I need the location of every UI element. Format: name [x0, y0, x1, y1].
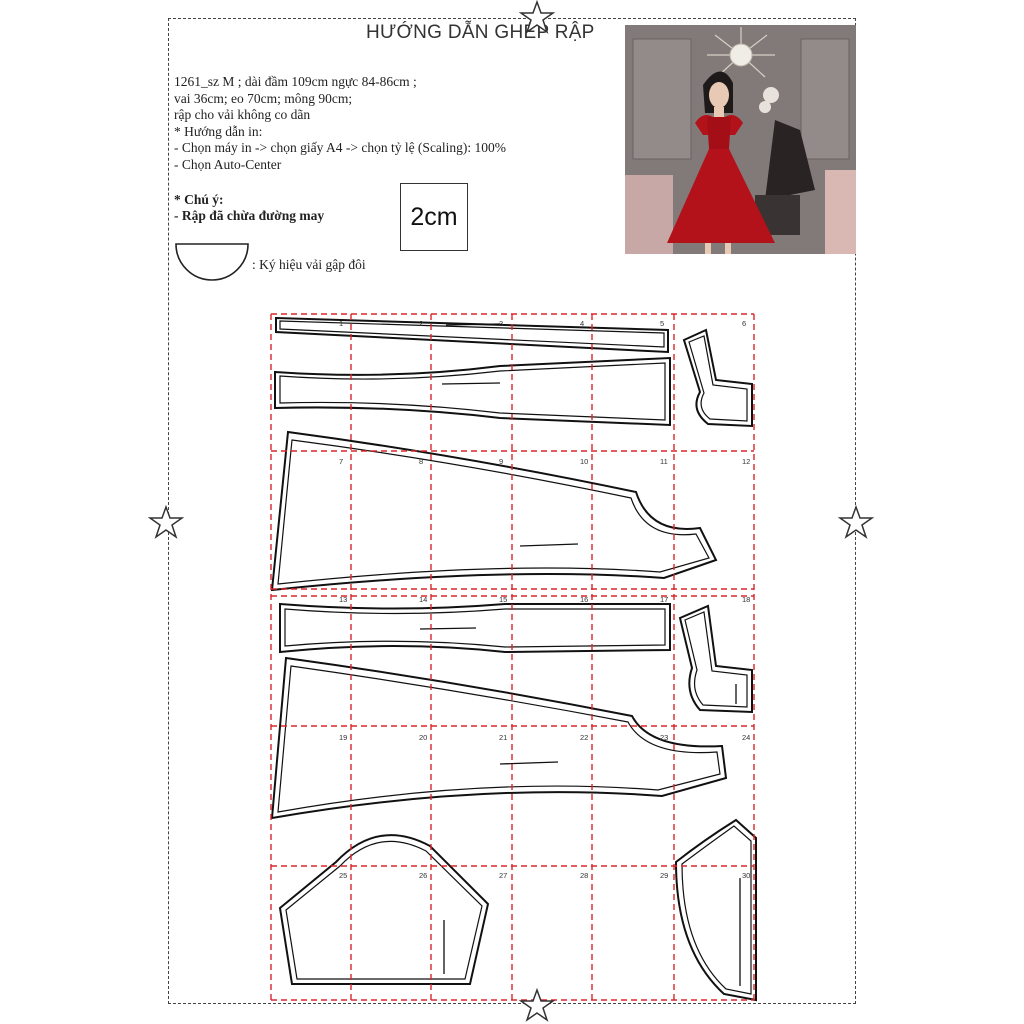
- fold-symbol-label: : Ký hiệu vải gập đôi: [252, 257, 366, 272]
- page-number: 18: [742, 595, 751, 604]
- page-number: 29: [660, 871, 669, 880]
- info-line: rập cho vải không co dãn: [174, 107, 311, 122]
- page-number: 2: [419, 319, 424, 328]
- page-number: 20: [419, 733, 428, 742]
- page-number: 28: [580, 871, 589, 880]
- info-line: - Chọn máy in -> chọn giấy A4 -> chọn tỷ lệ (Scaling): 100%: [174, 140, 507, 155]
- page-number: 3: [499, 319, 504, 328]
- page-number: 23: [660, 733, 669, 742]
- print-grid: [271, 314, 754, 1000]
- page-number: 17: [660, 595, 669, 604]
- page-number: 5: [660, 319, 665, 328]
- page-number: 30: [742, 871, 751, 880]
- info-line: - Chọn Auto-Center: [174, 156, 282, 172]
- page-number: 1: [339, 319, 344, 328]
- page-number: 10: [580, 457, 589, 466]
- page-number: 15: [499, 595, 508, 604]
- registration-star-icon: [519, 988, 555, 1022]
- scale-label: 2cm: [410, 202, 458, 231]
- page-title: HƯỚNG DẪN GHÉP RẬP: [366, 22, 595, 43]
- page-number: 4: [580, 319, 585, 328]
- info-line: 1261_sz M ; dài đầm 109cm ngực 84-86cm ;: [174, 74, 417, 89]
- page-numbers: [339, 319, 750, 880]
- registration-star-icon: [148, 505, 184, 539]
- page-number: 11: [660, 457, 668, 466]
- page-number: 8: [419, 457, 424, 466]
- pattern-pieces: [272, 318, 756, 1000]
- page-number: 13: [339, 595, 348, 604]
- page-number: 25: [339, 871, 348, 880]
- info-line: * Hướng dẫn in:: [174, 123, 263, 139]
- page-number: 27: [499, 871, 508, 880]
- page-number: 7: [339, 457, 344, 466]
- page-number: 14: [419, 595, 428, 604]
- note-heading: * Chú ý:: [174, 192, 224, 207]
- page-number: 21: [499, 733, 508, 742]
- page-number: 12: [742, 457, 751, 466]
- page-number: 22: [580, 733, 589, 742]
- page-number: 24: [742, 733, 751, 742]
- info-line: vai 36cm; eo 70cm; mông 90cm;: [174, 90, 353, 106]
- registration-star-icon: [519, 0, 555, 34]
- page-number: 6: [742, 319, 747, 328]
- page-number: 19: [339, 733, 348, 742]
- page-number: 16: [580, 595, 589, 604]
- page-number: 26: [419, 871, 428, 880]
- registration-star-icon: [838, 505, 874, 539]
- note-line: - Rập đã chừa đường may: [174, 208, 325, 223]
- page-number: 9: [499, 457, 504, 466]
